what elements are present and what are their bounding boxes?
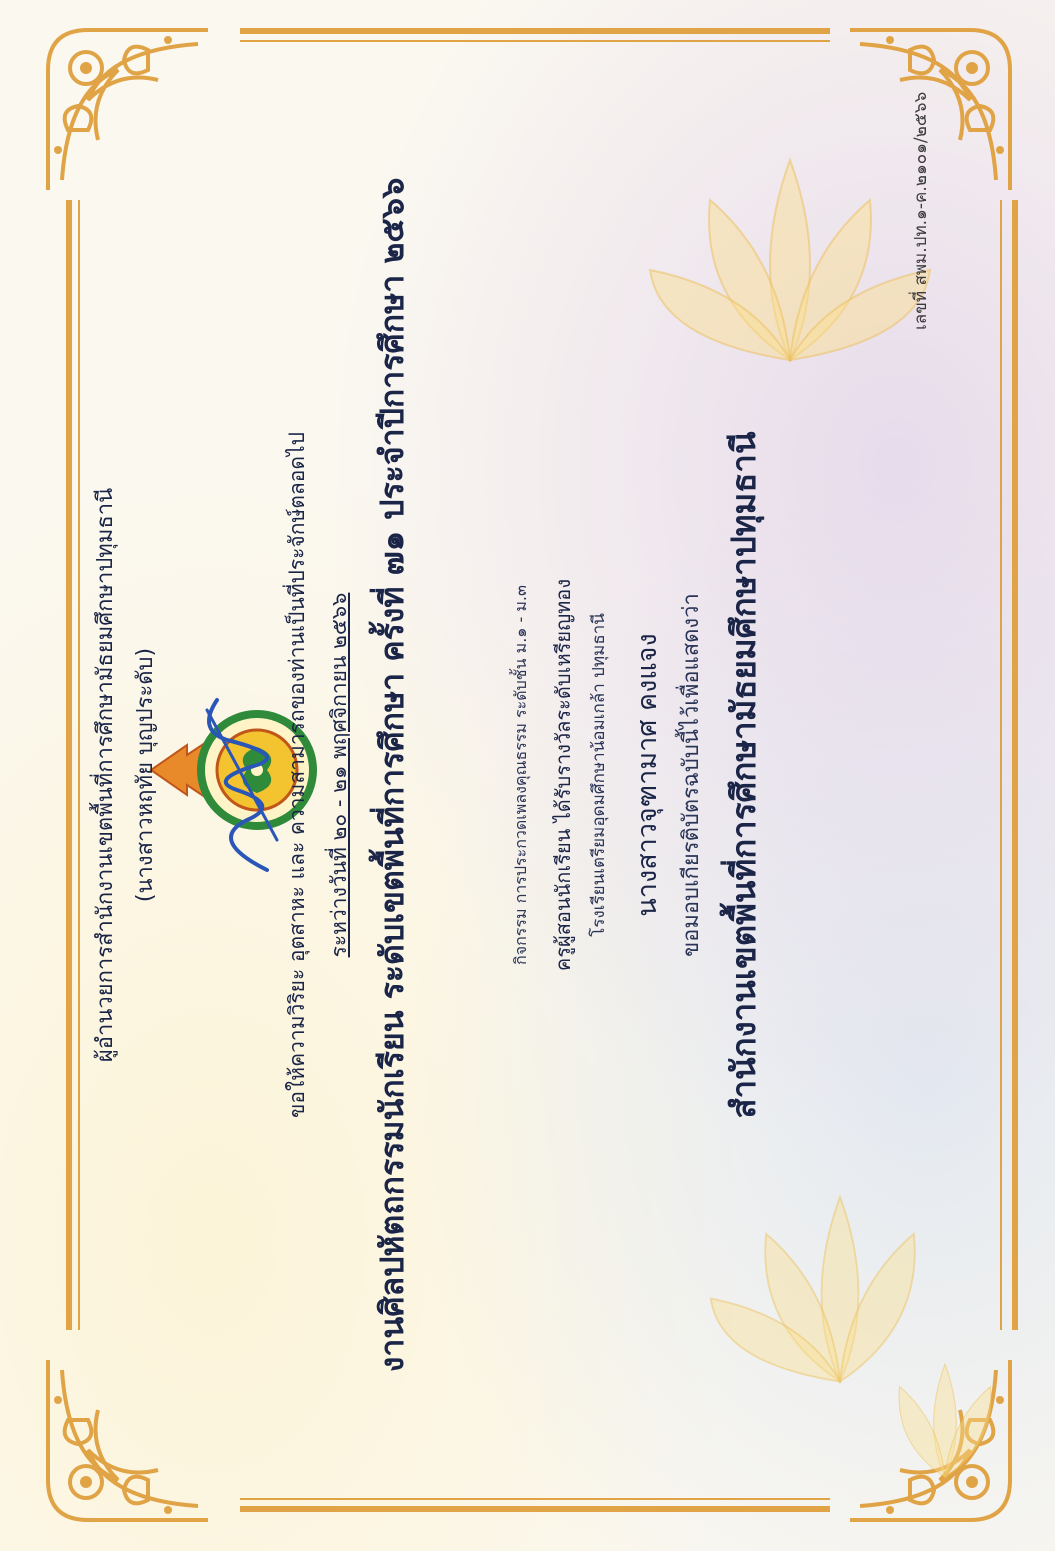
certifies-text: ขอมอบเกียรติบัตรฉบับนี้ไว้เพื่อแสดงว่า [679, 593, 704, 957]
recipient-name: นางสาวจุฑามาศ คงแจง [632, 633, 663, 917]
event-dates-text: ระหว่างวันที่ ๒๐ - ๒๑ พฤศจิกายน ๒๕๖๖ [327, 592, 351, 958]
issuing-office: สำนักงานเขตพื้นที่การศึกษามัธยมศึกษาปทุมธานี [724, 431, 763, 1119]
signer-name: (นางสาวหฤทัย บุญประดับ) [133, 647, 158, 903]
event-title: งานศิลปหัตถกรรมนักเรียน ระดับเขตพื้นที่การศึกษา ครั้งที่ ๗๑ ประจำปีการศึกษา ๒๕๖๖ [373, 177, 411, 1373]
award-text: ครูผู้สอนนักเรียน ได้รับรางวัลระดับเหรียญทอง [551, 578, 575, 972]
wish-text: ขอให้ความวิริยะ อุตสาหะ และ ความสามารถของท่านเป็นที่ประจักษ์ตลอดไป [285, 432, 309, 1118]
event-dates [323, 40, 356, 1510]
certificate-content [37, 40, 1017, 1510]
signer-title: ผู้อำนวยการสำนักงานเขตพื้นที่การศึกษามัธยมศึกษาปทุมธานี [93, 487, 118, 1063]
activity-text: กิจกรรม การประกวดเพลงคุณธรรม ระดับชั้น ม.๑ - ม.๓ [511, 585, 530, 965]
frame-border-top [240, 28, 830, 34]
school-name: โรงเรียนเตรียมอุดมศึกษาน้อมเกล้า ปทุมธานี [589, 613, 609, 937]
document-number: เลขที่ สพม.ปท.๑-ค.๒๑๐๑/๒๕๖๖ [911, 91, 931, 330]
signature-icon [187, 670, 297, 900]
